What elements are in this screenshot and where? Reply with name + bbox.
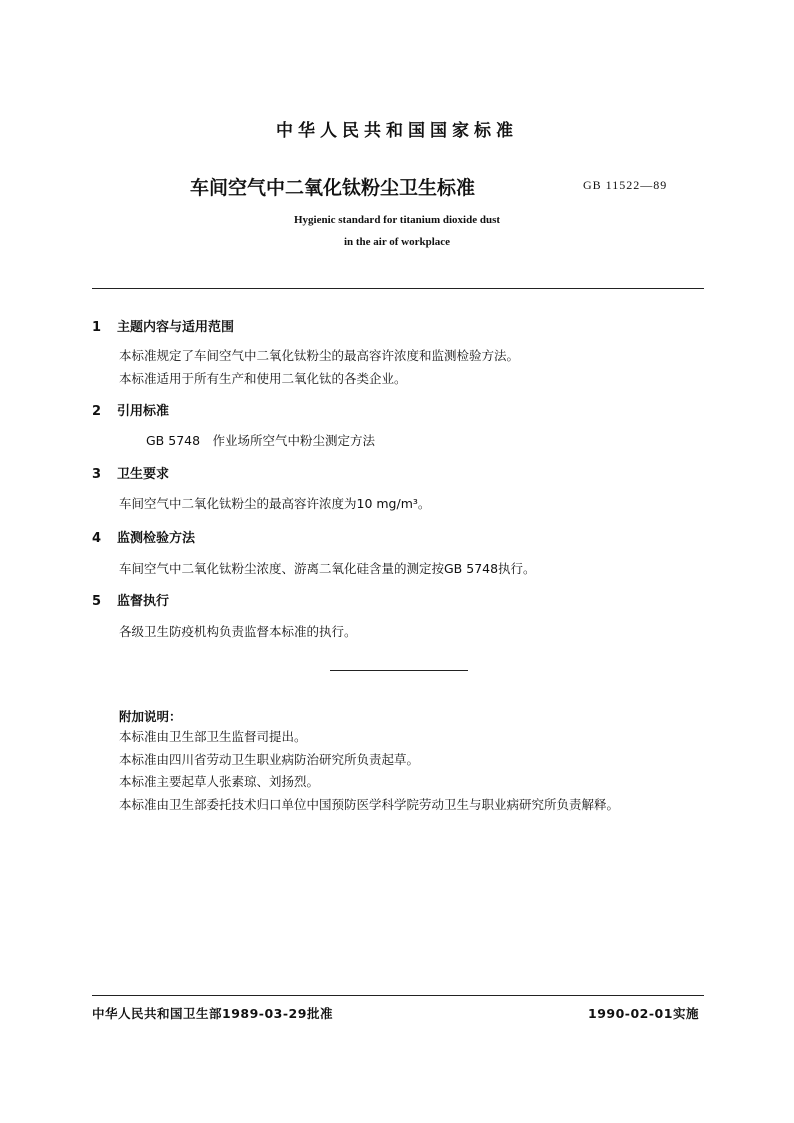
additional-note-line: 本标准由卫生部卫生监督司提出。	[119, 729, 307, 744]
section-heading-1	[92, 316, 234, 335]
section-heading-3	[92, 463, 169, 482]
english-title-line2: in the air of workplace	[343, 236, 451, 248]
section-5-paragraph: 各级卫生防疫机构负责监督本标准的执行。	[119, 624, 357, 639]
section-number: 1	[92, 320, 102, 335]
section-4-paragraph: 车间空气中二氧化钛粉尘浓度、游离二氧化硅含量的测定按GB 5748执行。	[119, 561, 536, 576]
additional-note-line: 本标准由卫生部委托技术归口单位中国预防医学科学院劳动卫生与职业病研究所负责解释。	[119, 797, 620, 812]
additional-note-line: 本标准主要起草人张素琼、刘扬烈。	[119, 774, 320, 789]
section-title: 监测检验方法	[117, 531, 196, 546]
section-title: 监督执行	[117, 594, 170, 609]
header-divider	[92, 288, 704, 289]
english-title-line1: Hygienic standard for titanium dioxide dust	[293, 214, 501, 226]
section-3-paragraph: 车间空气中二氧化钛粉尘的最高容许浓度为10 mg/m³。	[119, 496, 431, 511]
section-title: 引用标准	[117, 404, 170, 419]
section-heading-5	[92, 590, 169, 609]
end-of-text-rule	[330, 670, 468, 671]
section-number: 2	[92, 404, 102, 419]
standard-number: GB 11522—89	[583, 178, 668, 192]
section-heading-4	[92, 527, 195, 546]
additional-note-line: 本标准由四川省劳动卫生职业病防治研究所负责起草。	[119, 752, 420, 767]
section-number: 5	[92, 594, 102, 609]
section-number: 4	[92, 531, 102, 546]
document-title: 车间空气中二氧化钛粉尘卫生标准	[190, 177, 476, 199]
national-standard-label: 中华人民共和国国家标准	[276, 121, 518, 141]
section-number: 3	[92, 467, 102, 482]
section-1-paragraph: 本标准规定了车间空气中二氧化钛粉尘的最高容许浓度和监测检验方法。	[119, 348, 520, 363]
implementation-date: 1990-02-01实施	[588, 1006, 699, 1021]
approval-date: 中华人民共和国卫生部1989-03-29批准	[92, 1006, 333, 1021]
section-2-paragraph: GB 5748 作业场所空气中粉尘测定方法	[146, 433, 376, 448]
section-title: 卫生要求	[117, 467, 170, 482]
section-title: 主题内容与适用范围	[117, 320, 235, 335]
additional-notes-heading: 附加说明：	[119, 709, 182, 724]
footer-divider	[92, 995, 704, 996]
section-1-paragraph: 本标准适用于所有生产和使用二氧化钛的各类企业。	[119, 371, 407, 386]
section-heading-2	[92, 400, 169, 419]
